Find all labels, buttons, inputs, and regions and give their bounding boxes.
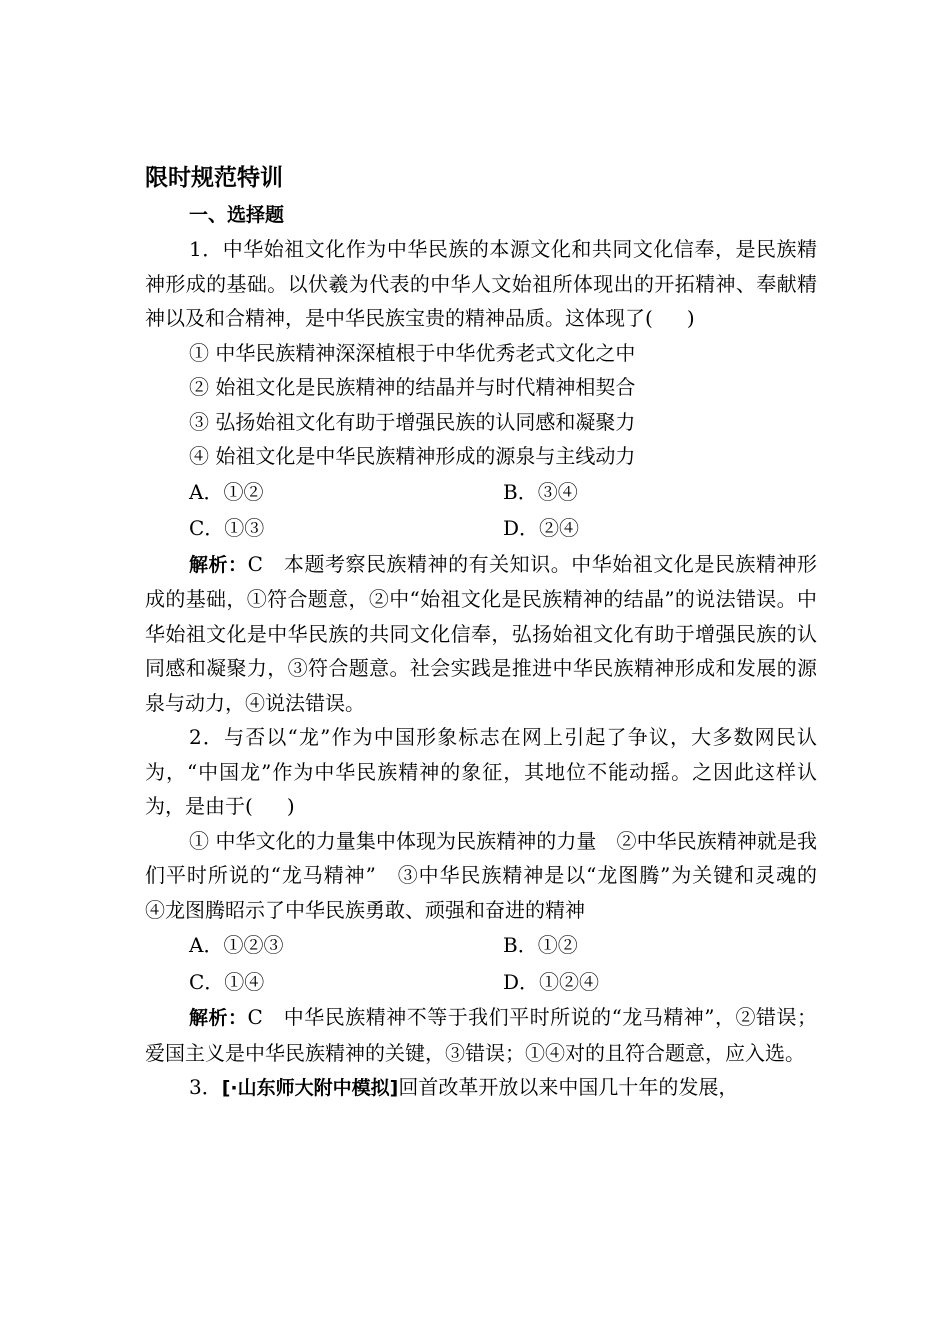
statement-2: ② 始祖文化是民族精神的结晶并与时代精神相契合 bbox=[189, 375, 636, 399]
options-row bbox=[145, 964, 817, 1001]
statement-4: ④ 始祖文化是中华民族精神形成的源泉与主线动力 bbox=[189, 444, 636, 468]
statement-3: ③ 弘扬始祖文化有助于增强民族的认同感和凝聚力 bbox=[189, 409, 636, 434]
question-1-stem: 1．中华始祖文化作为中华民族的本源文化和共同文化信奉，是民族精神形成的基础。以伏羲为代表的中华人文始祖所体现出的开拓精神、奉献精神以及和合精神，是中华民族宝贵的精神品质。这体现了( ) bbox=[145, 237, 817, 330]
option-b: B．①② bbox=[503, 933, 578, 957]
option-a: A．①② bbox=[189, 479, 264, 504]
question-2-stem: 2．与否以“龙”作为中国形象标志在网上引起了争议，大多数网民认为，“中国龙”作为中华民族精神的象征，其地位不能动摇。之因此这样认为，是由于( ) bbox=[145, 725, 817, 818]
options-row bbox=[145, 474, 817, 511]
section-heading: 一、选择题 bbox=[189, 204, 285, 226]
page-title: 限时规范特训 bbox=[145, 165, 283, 191]
options-row bbox=[145, 510, 817, 547]
analysis-label: 解析： bbox=[189, 553, 248, 576]
question-2 bbox=[145, 720, 837, 1070]
statement-1: ① 中华民族精神深深植根于中华优秀老式文化之中 bbox=[189, 340, 636, 365]
question-3 bbox=[145, 1070, 817, 1106]
option-d: D．①②④ bbox=[503, 969, 600, 994]
analysis-label: 解析： bbox=[189, 1007, 248, 1029]
question-source: [·山东师大附中模拟] bbox=[221, 1077, 399, 1099]
question-2-analysis: 解析：C 中华民族精神不等于我们平时所说的“龙马精神”，②错误；爱国主义是中华民族精神的关键，③错误；①④对的且符合题意，应入选。 bbox=[145, 1005, 817, 1065]
question-3-stem: 3．[·山东师大附中模拟]回首改革开放以来中国几十年的发展， bbox=[189, 1075, 739, 1099]
option-a: A．①②③ bbox=[189, 933, 284, 957]
question-2-statements: ① 中华文化的力量集中体现为民族精神的力量 ②中华民族精神就是我们平时所说的“龙马精神” ③中华民族精神是以“龙图腾”为关键和灵魂的 ④龙图腾昭示了中华民族勇敢、顽强和奋进的精神 bbox=[145, 828, 837, 922]
option-c: C．①④ bbox=[189, 969, 265, 994]
option-c: C．①③ bbox=[189, 516, 265, 540]
option-d: D．②④ bbox=[503, 516, 580, 540]
options-row bbox=[145, 927, 817, 964]
option-b: B．③④ bbox=[503, 479, 578, 504]
question-1-analysis: 解析：C 本题考察民族精神的有关知识。中华始祖文化是民族精神形成的基础，①符合题意，②中“始祖文化是民族精神的结晶”的说法错误。中华始祖文化是中华民族的共同文化信奉，弘扬始祖文化有助于增强民族的认同感和凝聚力，③符合题意。社会实践是推进中华民族精神形成和发展的源泉与动力，④说法错误。 bbox=[145, 551, 817, 715]
document-page bbox=[145, 160, 837, 1106]
question-1 bbox=[145, 232, 817, 720]
